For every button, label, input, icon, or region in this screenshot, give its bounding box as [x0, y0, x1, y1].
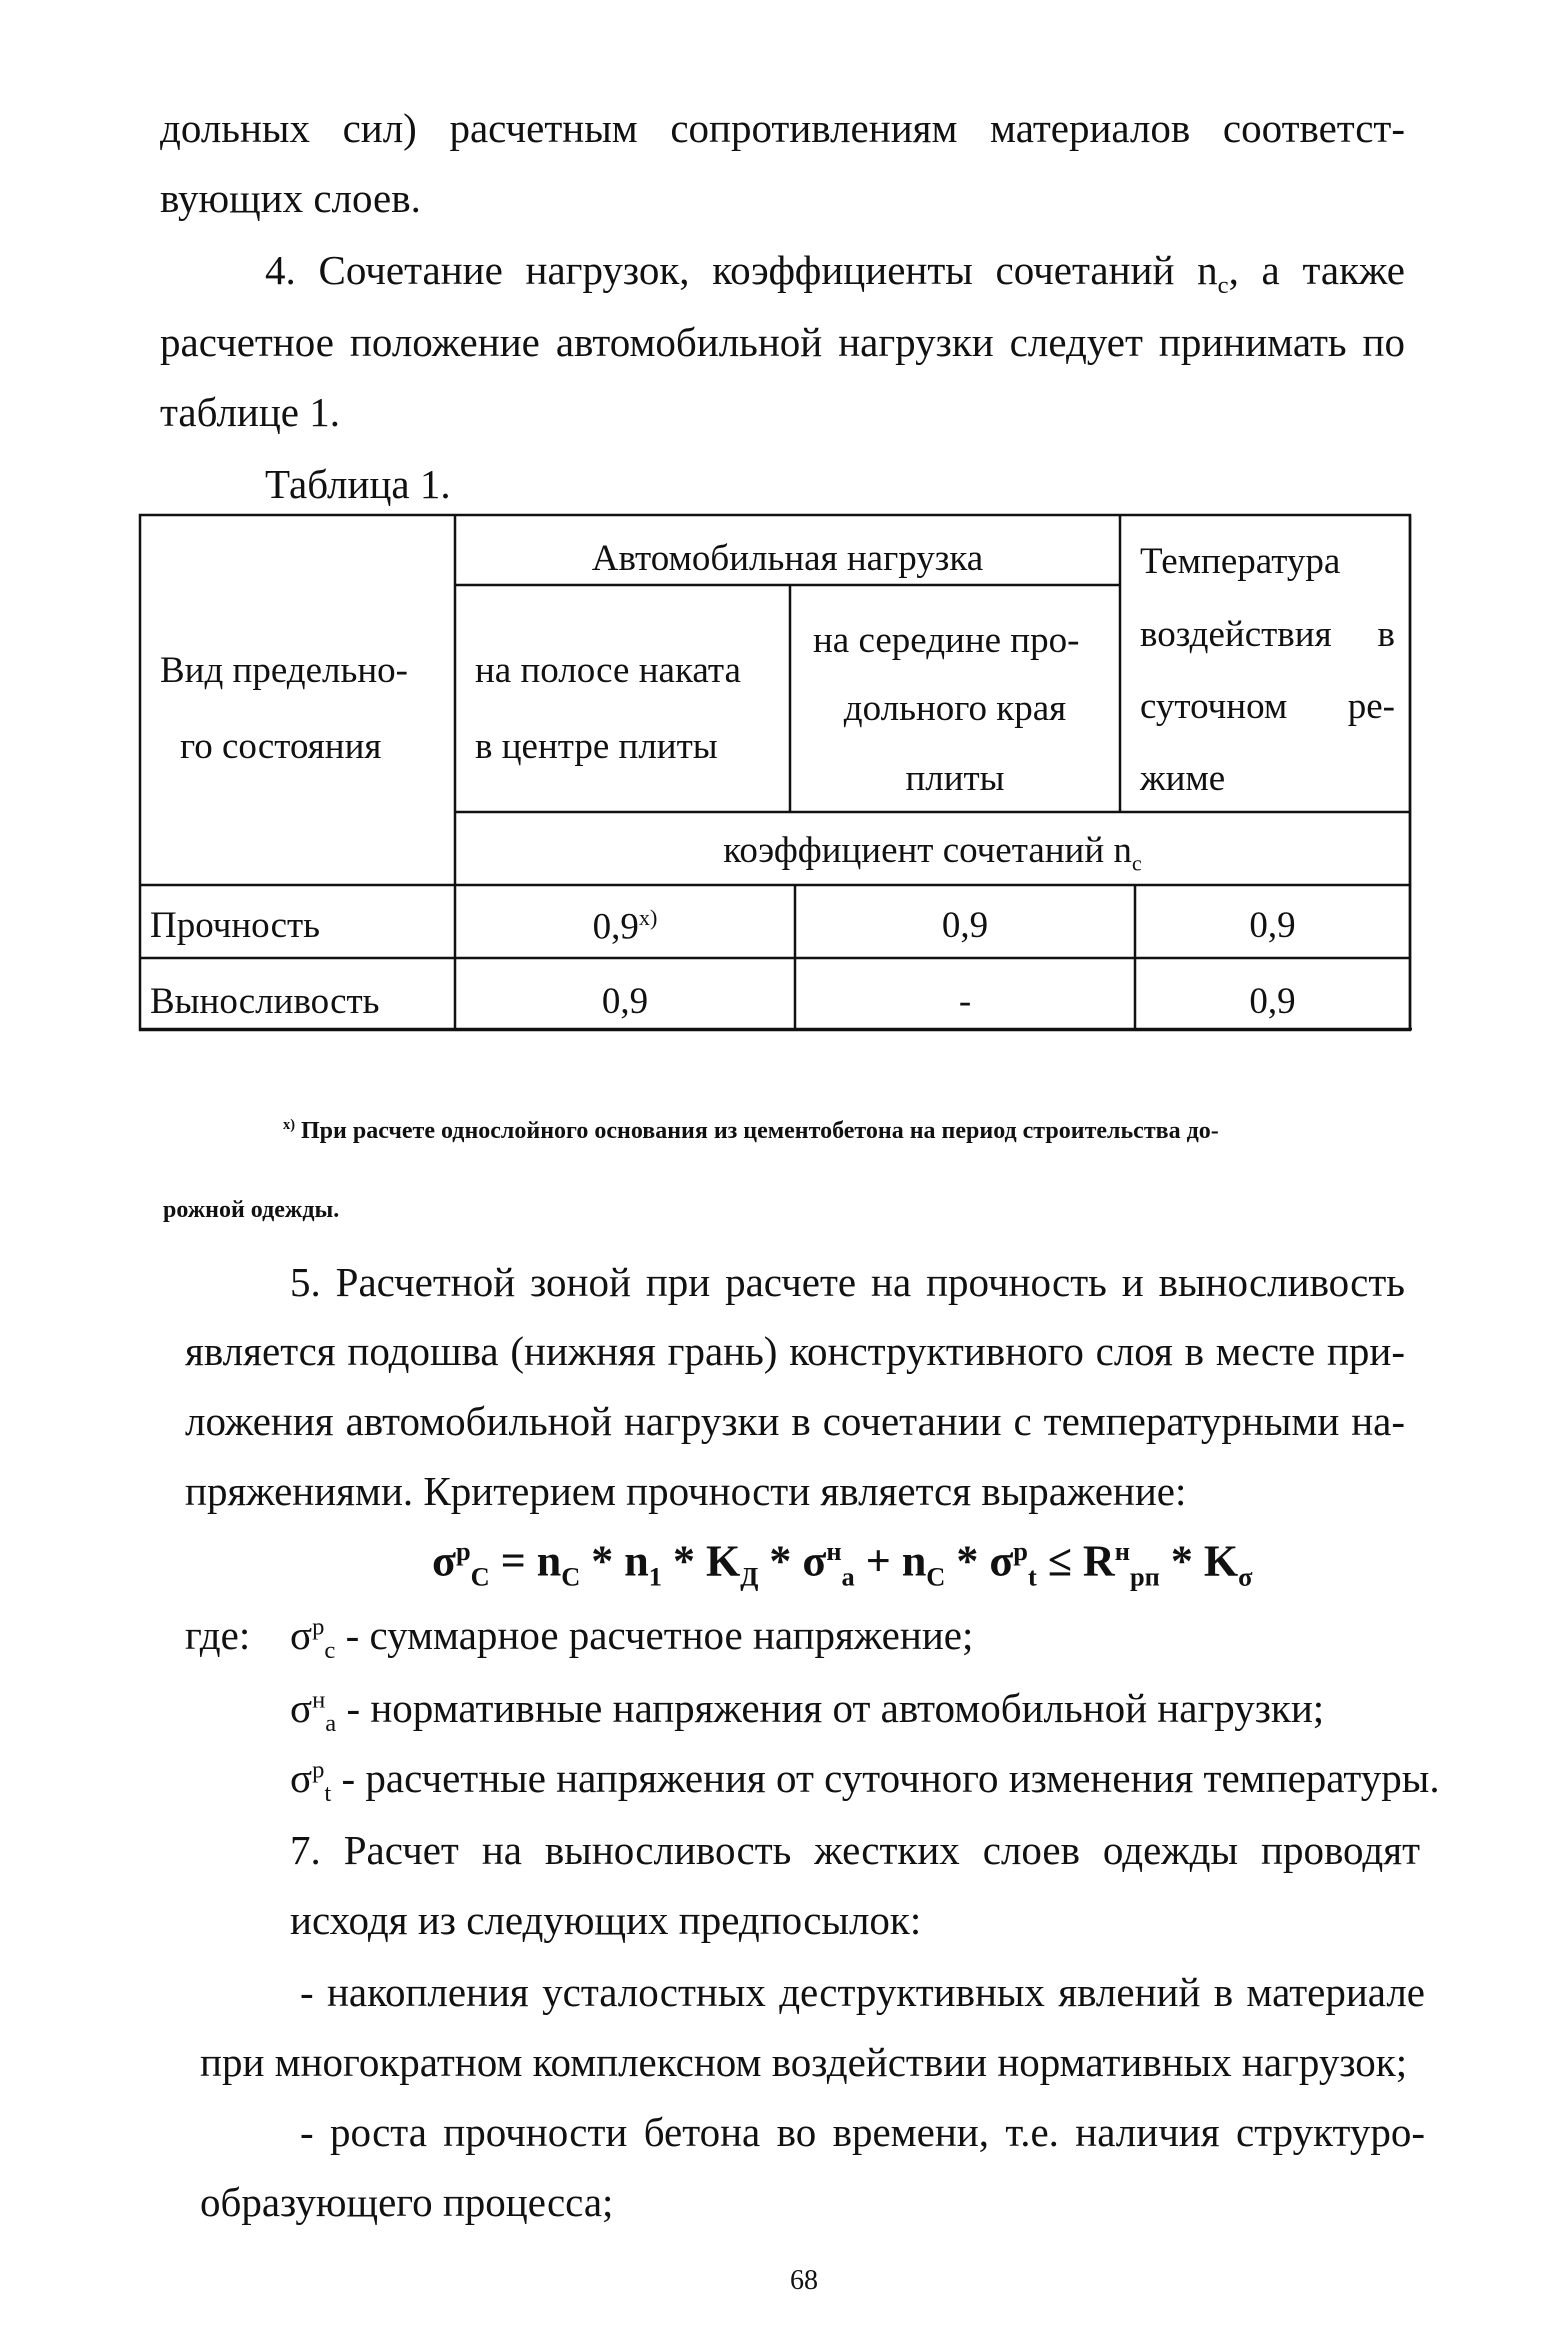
row-1-state: Прочность	[150, 905, 321, 946]
p7-line-1-text: 7. Расчет на выносливость жестких слоев одежды проводят	[290, 1827, 1420, 1873]
where-item-1-text: - суммарное расчетное напряжение;	[335, 1612, 974, 1658]
formula-sub-sigma: σ	[1238, 1561, 1253, 1592]
formula-sup-p: p	[455, 1536, 471, 1566]
formula-sub-d: Д	[740, 1561, 759, 1592]
footnote-line-1-text: При расчете однослойного основания из цементобетона на период строительства до-	[301, 1118, 1219, 1144]
header-temp-l4: жиме	[1140, 758, 1226, 799]
where-item-3-sub: t	[324, 1780, 332, 1808]
p4-line-1-text: 4. Сочетание нагрузок, коэффициенты сочетаний n	[265, 247, 1218, 293]
p4-line-2	[160, 319, 1405, 365]
p5-line-2	[185, 1328, 1405, 1374]
formula-sub-a: a	[841, 1561, 855, 1592]
formula-sub-c2: C	[561, 1561, 581, 1592]
header-coef-text: коэффициент сочетаний n	[723, 830, 1132, 871]
intro-line-1	[160, 105, 1405, 151]
formula-times-k: * K	[661, 1536, 741, 1586]
row-1-temp: 0,9	[1249, 905, 1296, 946]
strength-formula	[432, 1538, 1252, 1590]
p7-bullet-1-line-2: при многократном комплексном воздействии нормативных нагрузок;	[200, 2039, 1408, 2085]
row-2-temp: 0,9	[1249, 981, 1296, 1022]
header-edge-l1: на середине про-	[813, 620, 1080, 661]
intro-line-2: вующих слоев.	[160, 175, 421, 221]
formula-sub-c: C	[470, 1561, 490, 1592]
where-item-1-sym: σ	[290, 1612, 313, 1658]
p4-line-1	[265, 247, 1406, 300]
header-temp-l3: суточном ре-	[1140, 686, 1395, 727]
p7-bullet-1-line-1	[300, 1969, 1425, 2015]
p7-line-1	[290, 1827, 1420, 1873]
header-temp-l2: воздействия в	[1140, 614, 1395, 655]
row-1-center-mark: x)	[638, 905, 658, 930]
formula-times-n1: * n	[580, 1536, 649, 1586]
row-1-center	[455, 905, 795, 948]
formula-times-sigma2: * σ	[945, 1536, 1014, 1586]
formula-times-k2: * K	[1159, 1536, 1239, 1586]
formula-sub-rp: рп	[1129, 1561, 1160, 1592]
header-state-l1: Вид предельно-	[160, 650, 408, 691]
p4-line-3: таблице 1.	[160, 389, 340, 435]
formula-sub-t: t	[1027, 1561, 1037, 1592]
header-state-l2: го состояния	[180, 726, 382, 767]
p5-line-2-text: является подошва (нижняя грань) конструктивного слоя в месте при-	[185, 1328, 1405, 1374]
header-edge-l3: плиты	[905, 758, 1005, 799]
formula-sigma-c: σ	[432, 1536, 456, 1586]
table-caption: Таблица 1.	[265, 461, 451, 507]
header-edge-l2: дольного края	[843, 688, 1067, 729]
p5-line-3-text: ложения автомобильной нагрузки в сочетании с температурными на-	[185, 1398, 1405, 1444]
header-auto-load: Автомобильная нагрузка	[591, 538, 984, 579]
intro-line-1-text: дольных сил) расчетным сопротивлениям материалов соответст-	[160, 105, 1405, 151]
where-item-2-sym: σ	[290, 1685, 313, 1731]
where-item-3-sup: p	[312, 1756, 325, 1784]
p7-bullet-1-line-1-text: - накопления усталостных деструктивных явлений в материале	[300, 1969, 1425, 2015]
row-1-edge: 0,9	[941, 905, 989, 946]
row-2-edge: -	[958, 981, 972, 1022]
header-temp-l1: Температура	[1140, 541, 1341, 582]
p5-line-1	[290, 1259, 1405, 1305]
where-item-2-sup: н	[312, 1686, 326, 1714]
footnote-line-1	[283, 1118, 1219, 1143]
p7-bullet-2-line-1-text: - роста прочности бетона во времени, т.е. наличия структуро-	[300, 2109, 1425, 2155]
p5-line-3	[185, 1398, 1405, 1444]
footnote-mark: x)	[283, 1117, 295, 1133]
where-item-3-text: - расчетные напряжения от суточного изменения температуры.	[331, 1755, 1440, 1801]
where-label: где:	[185, 1612, 251, 1658]
footnote-line-2: рожной одежды.	[163, 1197, 340, 1223]
p5-line-1-text: 5. Расчетной зоной при расчете на прочность и выносливость	[290, 1259, 1405, 1305]
formula-le-r: ≤ R	[1036, 1536, 1115, 1586]
p4-line-1-end: , а также	[1228, 247, 1406, 293]
p4-line-2-text: расчетное положение автомобильной нагрузки следует принимать по	[160, 319, 1405, 365]
formula-times-sigma: * σ	[758, 1536, 827, 1586]
header-center-l2: в центре плиты	[475, 726, 718, 767]
p7-line-2: исходя из следующих предпосылок:	[290, 1897, 922, 1943]
p4-line-1-sub: c	[1217, 272, 1229, 300]
formula-sub-1: 1	[648, 1561, 662, 1592]
p7-bullet-2-line-2: образующего процесса;	[200, 2179, 614, 2225]
row-2-center: 0,9	[601, 981, 649, 1022]
where-item-2	[290, 1685, 1325, 1738]
row-2-state: Выносливость	[150, 981, 380, 1022]
header-center-l1: на полосе наката	[475, 650, 741, 691]
where-item-3	[290, 1755, 1440, 1808]
where-item-3-sym: σ	[290, 1755, 313, 1801]
formula-sup-p2: p	[1013, 1536, 1028, 1566]
row-1-center-value: 0,9	[592, 906, 639, 948]
where-item-1	[290, 1612, 974, 1665]
page-number: 68	[790, 2265, 818, 2296]
formula-sup-n2: н	[1114, 1536, 1130, 1566]
formula-eq: = n	[489, 1536, 562, 1586]
where-item-2-sub: a	[325, 1710, 337, 1738]
where-item-1-sub: c	[324, 1637, 336, 1665]
formula-sub-c3: C	[926, 1561, 946, 1592]
formula-sup-n: н	[826, 1536, 842, 1566]
formula-plus-n: + n	[854, 1536, 927, 1586]
where-item-1-sup: p	[312, 1613, 325, 1641]
p7-bullet-2-line-1	[300, 2109, 1425, 2155]
where-item-2-text: - нормативные напряжения от автомобильной нагрузки;	[336, 1685, 1325, 1731]
header-coef-sub: c	[1131, 850, 1142, 876]
header-coef	[455, 832, 1410, 875]
p5-line-4: пряжениями. Критерием прочности является выражение:	[185, 1468, 1187, 1514]
